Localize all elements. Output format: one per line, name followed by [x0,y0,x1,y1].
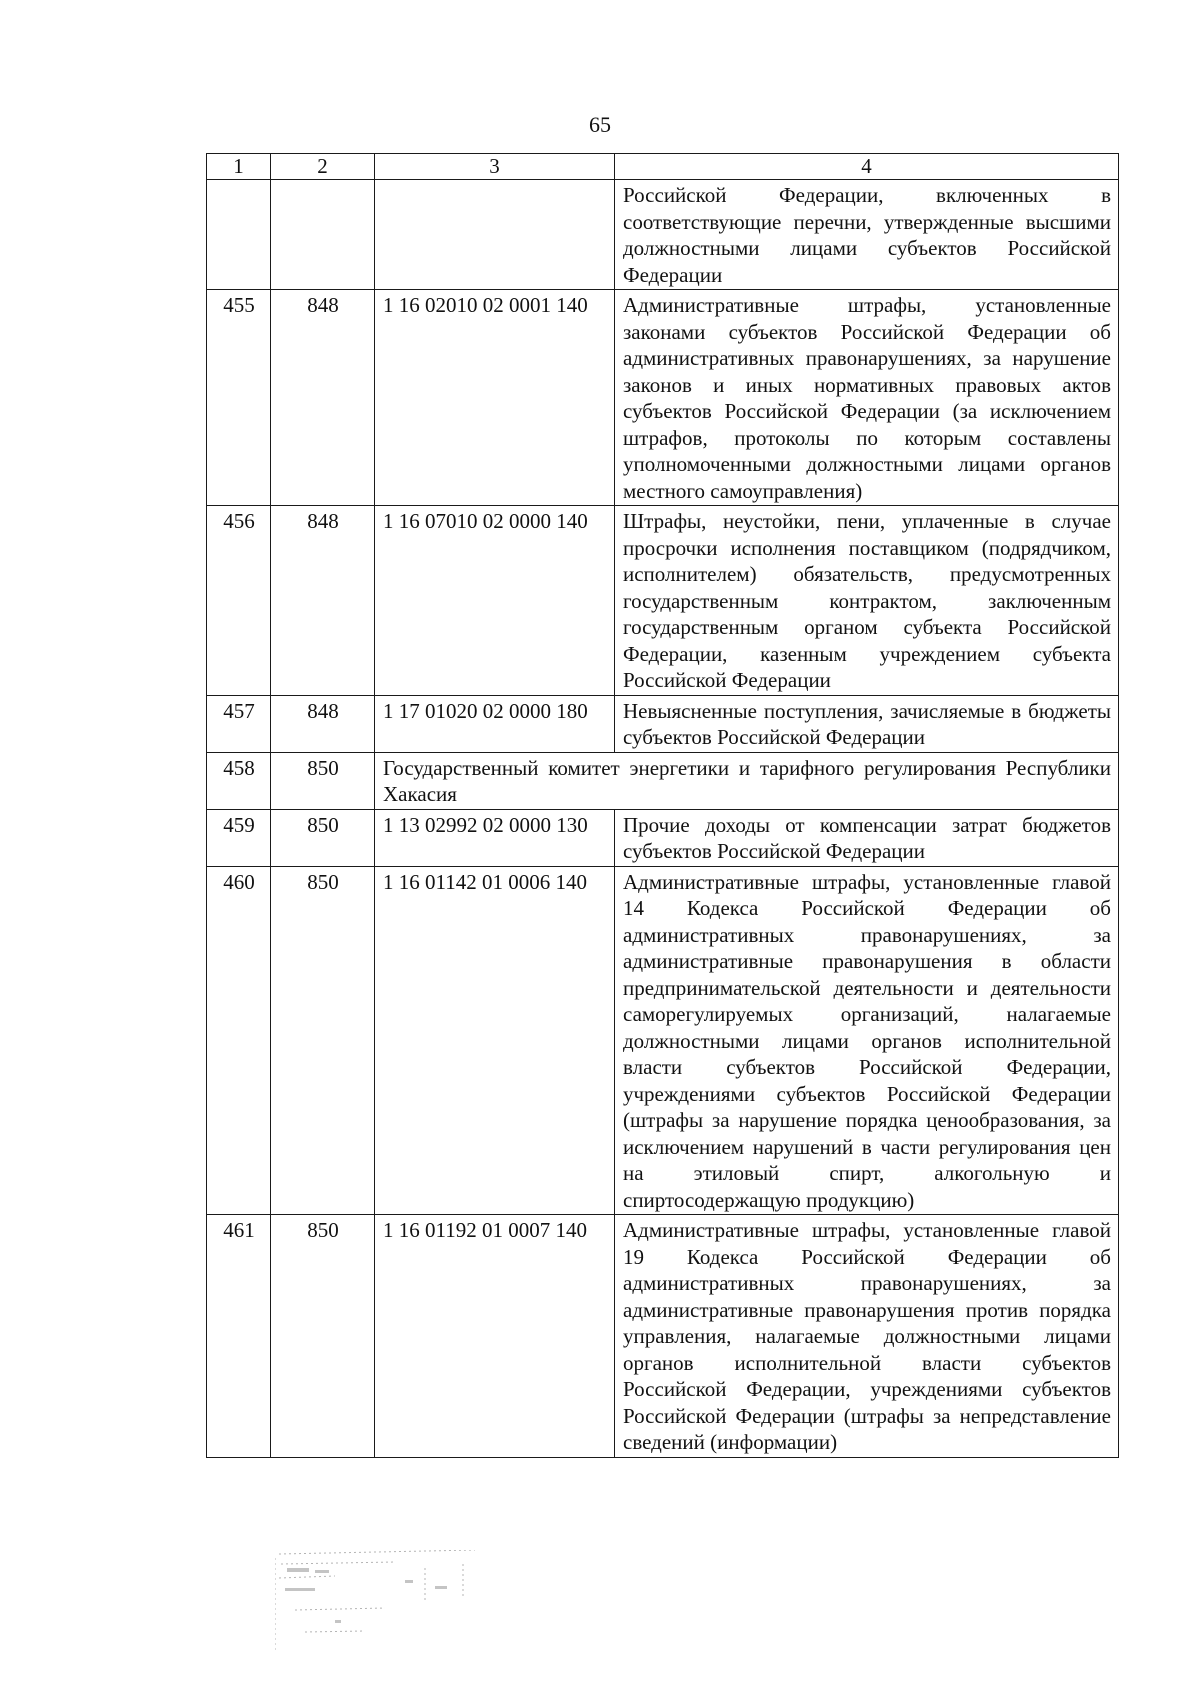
row-number: 457 [207,695,271,752]
income-description: Российской Федерации, включенных в соответствующие перечни, утвержденные высшими должностными лицами субъектов Российской Федерации [615,180,1119,290]
row-number: 456 [207,506,271,696]
income-description: Административные штрафы, установленные главой 14 Кодекса Российской Федерации об административных правонарушениях, за административные правонарушения в области предпринимательской деятельности и деятельности саморегулируемых организаций, налагаемые должностными лицами органов исполнительной власти субъектов Российской Федерации, учреждениями субъектов Российской Федерации (штрафы за нарушение порядка ценообразования, за исключением нарушений в части регулирования цен на этиловый спирт, алкогольную и спиртосодержащую продукцию) [615,866,1119,1215]
budget-code [375,180,615,290]
budget-code: 1 16 01192 01 0007 140 [375,1215,615,1458]
admin-code: 848 [271,506,375,696]
income-description: Штрафы, неустойки, пени, уплаченные в случае просрочки исполнения поставщиком (подрядчиком, исполнителем) обязательств, предусмотренных государственным контрактом, заключенным государственным органом субъекта Российской Федерации, казенным учреждением субъекта Российской Федерации [615,506,1119,696]
administrator-name: Государственный комитет энергетики и тарифного регулирования Республики Хакасия [375,752,1119,809]
table-row [207,290,1119,506]
header-col-4: 4 [615,154,1119,180]
admin-code: 850 [271,1215,375,1458]
income-description: Административные штрафы, установленные законами субъектов Российской Федерации об административных правонарушениях, за нарушение законов и иных нормативных правовых актов субъектов Российской Федерации (за исключением штрафов, протоколы по которым составлены уполномоченными должностными лицами органов местного самоуправления) [615,290,1119,506]
table-row [207,752,1119,809]
header-col-1: 1 [207,154,271,180]
income-description: Прочие доходы от компенсации затрат бюджетов субъектов Российской Федерации [615,809,1119,866]
header-col-2: 2 [271,154,375,180]
budget-code: 1 16 07010 02 0000 140 [375,506,615,696]
budget-code: 1 13 02992 02 0000 130 [375,809,615,866]
table-row [207,866,1119,1215]
table-row [207,506,1119,696]
budget-code: 1 16 01142 01 0006 140 [375,866,615,1215]
row-number: 458 [207,752,271,809]
row-number: 461 [207,1215,271,1458]
admin-code: 848 [271,290,375,506]
row-number: 459 [207,809,271,866]
row-number [207,180,271,290]
income-description: Невыясненные поступления, зачисляемые в бюджеты субъектов Российской Федерации [615,695,1119,752]
table-row [207,180,1119,290]
budget-code: 1 17 01020 02 0000 180 [375,695,615,752]
header-col-3: 3 [375,154,615,180]
faint-stamp-image [275,1550,485,1658]
page-number: 65 [589,112,611,137]
table-row [207,809,1119,866]
admin-code: 848 [271,695,375,752]
admin-code: 850 [271,866,375,1215]
income-description: Административные штрафы, установленные главой 19 Кодекса Российской Федерации об административных правонарушениях, за административные правонарушения против порядка управления, налагаемые должностными лицами органов исполнительной власти субъектов Российской Федерации, учреждениями субъектов Российской Федерации (штрафы за непредставление сведений (информации) [615,1215,1119,1458]
table-row [207,695,1119,752]
table-row [207,1215,1119,1458]
budget-code: 1 16 02010 02 0001 140 [375,290,615,506]
admin-code: 850 [271,752,375,809]
table-header-row [207,154,1119,180]
row-number: 455 [207,290,271,506]
row-number: 460 [207,866,271,1215]
admin-code [271,180,375,290]
budget-codes-table [206,153,1119,1458]
admin-code: 850 [271,809,375,866]
